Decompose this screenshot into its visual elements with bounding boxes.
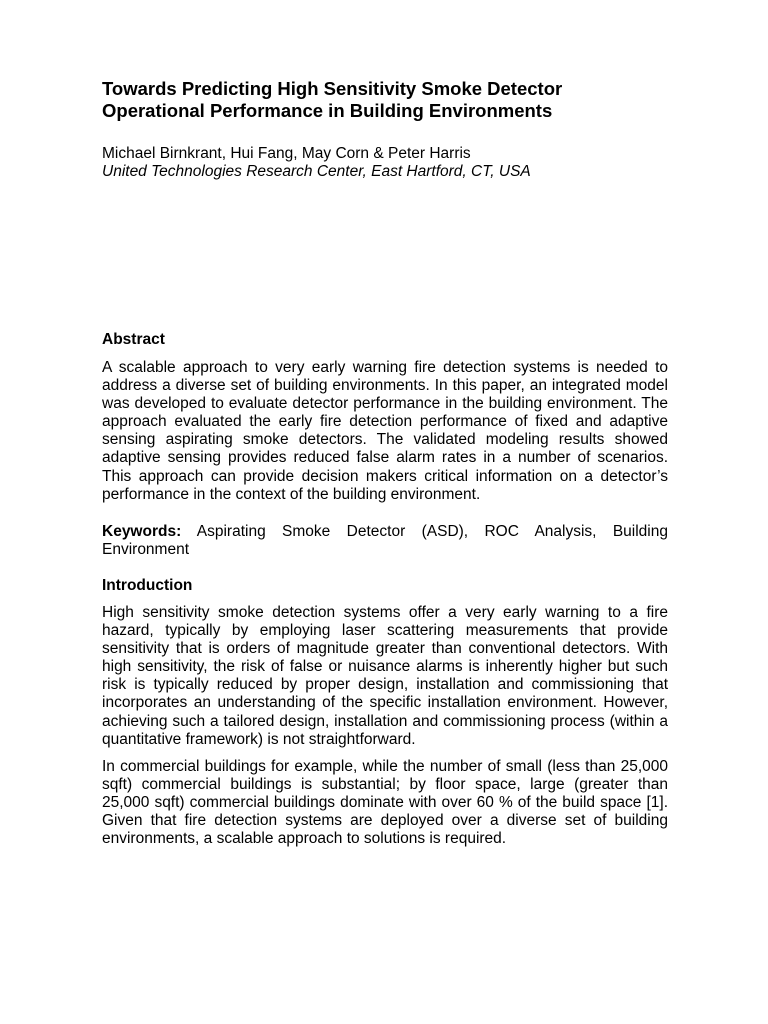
keywords-text: Aspirating Smoke Detector (ASD), ROC Analysis, Building Environment: [102, 522, 668, 558]
abstract-paragraph: A scalable approach to very early warning fire detection systems is needed to address a diverse set of building environments. In this paper, an integrated model was developed to evaluate detector performance in the building environment. The approach evaluated the early fire detection performance of fixed and adaptive sensing aspirating smoke detectors. The validated modeling results showed adaptive sensing provides reduced false alarm rates in a number of scenarios. This approach can provide decision makers critical information on a detector’s performance in the context of the building environment.: [102, 359, 668, 503]
introduction-paragraph-1: High sensitivity smoke detection systems offer a very early warning to a fire hazard, typically by employing laser scattering measurements that provide sensitivity that is orders of magnitude greater than conventional detectors. With high sensitivity, the risk of false or nuisance alarms is inherently higher but such risk is typically reduced by proper design, installation and commissioning that incorporates an understanding of the specific installation environment. However, achieving such a tailored design, installation and commissioning process (within a quantitative framework) is not straightforward.: [102, 603, 668, 748]
paper-title: Towards Predicting High Sensitivity Smoke Detector Operational Performance in Building Environments: [102, 78, 563, 121]
keywords-line: [102, 523, 668, 559]
author-list: Michael Birnkrant, Hui Fang, May Corn & Peter Harris: [102, 145, 471, 162]
introduction-heading: Introduction: [102, 576, 193, 594]
abstract-heading: Abstract: [102, 331, 165, 348]
body-text: [102, 359, 668, 848]
author-affiliation: United Technologies Research Center, East Hartford, CT, USA: [102, 163, 531, 180]
paper-page: [102, 78, 668, 848]
introduction-paragraph-2: In commercial buildings for example, while the number of small (less than 25,000 sqft) commercial buildings is substantial; by floor space, large (greater than 25,000 sqft) commercial buildings dominate with over 60 % of the build space [1]. Given that fire detection systems are deployed over a diverse set of building environments, a scalable approach to solutions is required.: [102, 757, 668, 848]
keywords-label: Keywords:: [102, 522, 182, 540]
